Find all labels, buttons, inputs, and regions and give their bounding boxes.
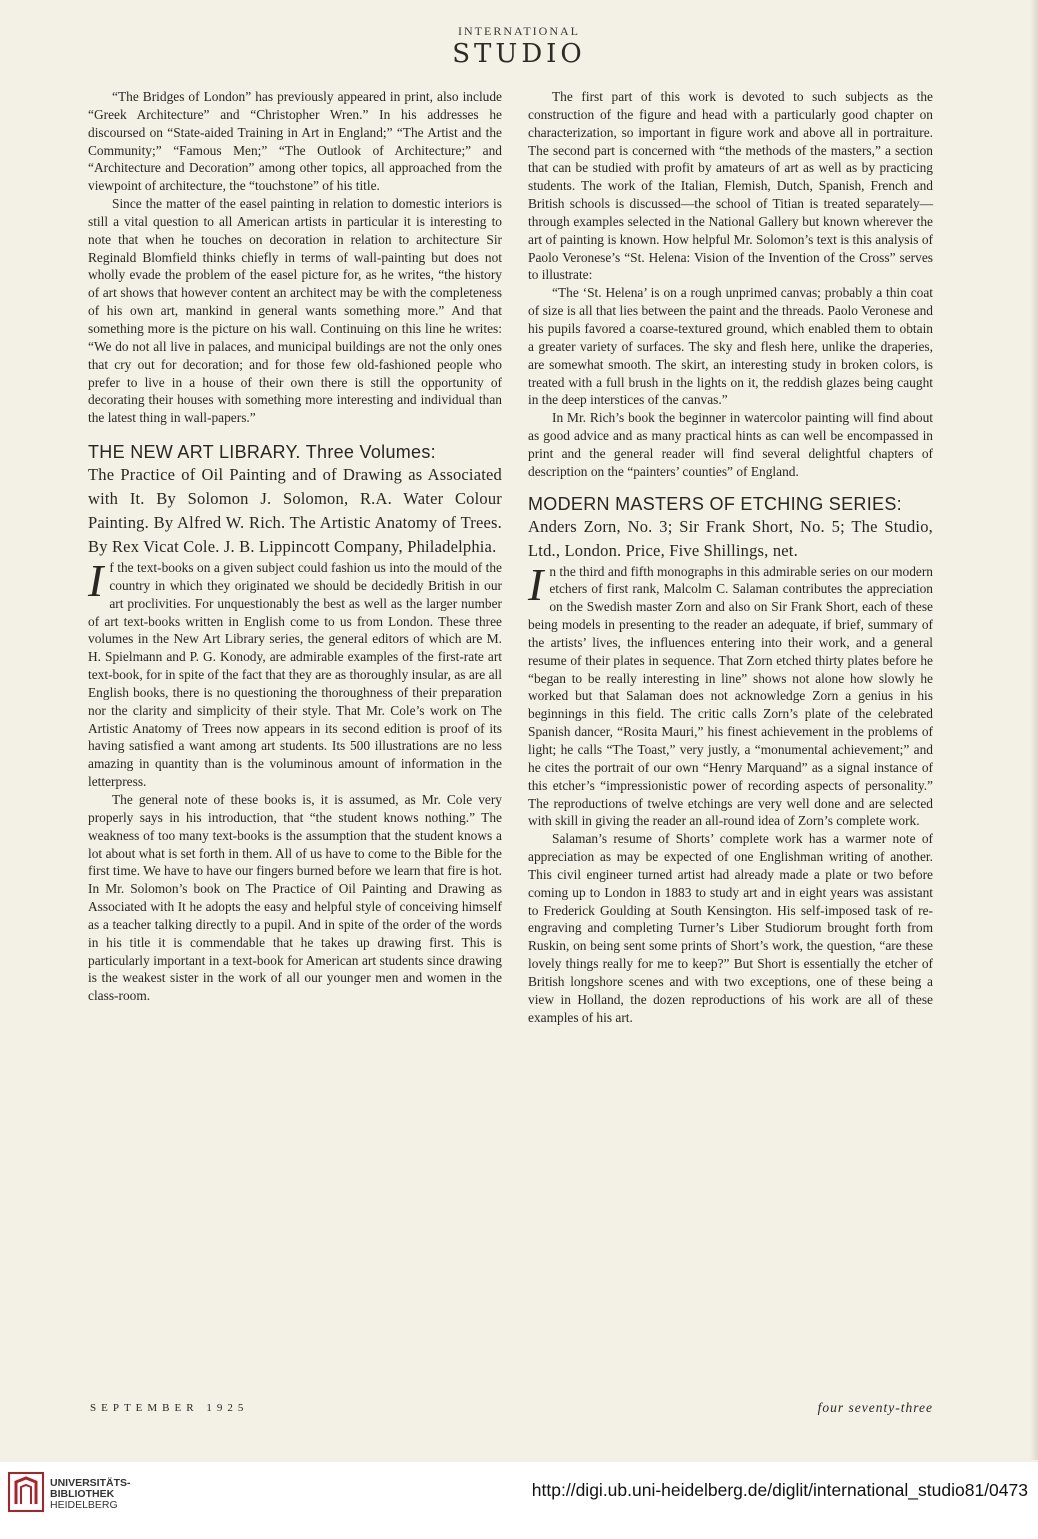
paragraph-text: n the third and fifth monographs in this admirable series on our modern etchers of first rank, Malcolm C. Salaman contributes the appreciation on the Swedish master Zorn and also on Sir Frank Short, each of these being models in presenting to the reader an adequate, if brief, summary of the artists’ lives, the influences entering into their work, and a general resume of their plates in sequence. That Zorn etched thirty plates before he “began to be really interesting in line” shows not alone how slowly he worked but that Salaman does not acknowledge Zorn a genius in his beginnings in this field. The critic calls Zorn’s plate of the celebrated Spanish dancer, “Rosita Mauri,” his finest achievement in the problems of light; he calls “The Toast,” very justly, a “monumental achievement;” and he cites the portrait of our own “Henry Marquand” as a signal instance of this etcher’s “impressionistic power of recording aspects of personality.” The reproductions of twelve etchings are very well done and are selected with skill in giving the reader an all-round idea of Zorn’s complete work. [528, 563, 933, 829]
right-column [528, 88, 933, 1027]
paragraph: Salaman’s resume of Shorts’ complete work has a warmer note of appreciation as may be expected of one Englishman writing of another. This civil engineer turned artist had already made a plate or two before coming up to London in 1883 to study art and in eight years was assistant to Frederick Goulding at South Kensington. His self-imposed task of re-engraving and completing Turner’s Liber Studiorum brought forth from Ruskin, on being sent some prints of Short’s work, the question, “are these lovely things really for me to keep?” But Short is essentially the etcher of British longshore scenes and with two exceptions, one of these being a view in Holland, the dozen reproductions of his work are all of these examples of his art. [528, 831, 933, 1025]
library-name-line: BIBLIOTHEK [50, 1488, 115, 1500]
drop-cap: I [528, 558, 544, 610]
library-name-line: HEIDELBERG [50, 1499, 118, 1511]
library-name-line: UNIVERSITÄTS- [50, 1477, 131, 1489]
library-name [50, 1478, 131, 1511]
review-heading: THE NEW ART LIBRARY. Three Volumes: [88, 442, 436, 463]
review-subheading: Anders Zorn, No. 3; Sir Frank Short, No. 5; The Studio, Ltd., London. Price, Five Shillings, net. [528, 516, 933, 560]
paragraph: In Mr. Rich’s book the beginner in watercolor painting will find about as good advice and as many practical hints as can well be encompassed in print and the general reader will find several delightful chapters of description on the “painters’ counties” of England. [528, 410, 933, 479]
review-subheading: The Practice of Oil Painting and of Drawing as Associated with It. By Solomon J. Solomon, R.A. Water Colour Painting. By Alfred W. Rich. The Artistic Anatomy of Trees. By Rex Vicat Cole. J. B. Lippincott Company, Philadelphia. [88, 465, 502, 557]
masthead-small: INTERNATIONAL [458, 24, 580, 38]
library-bar [0, 1462, 1038, 1539]
paragraph: The first part of this work is devoted to such subjects as the construction of the figure and head with a particularly good chapter on characterization, so important in figure work and above all in portraiture. The second part is concerned with “the methods of the masters,” a section that can be studied with profit by amateurs of art as well as by practicing students. The work of the Italian, Flemish, Dutch, Spanish, French and British schools is discussed—the school of Titian is treated separately—through examples selected in the National Gallery but known wherever the art of painting is known. How helpful Mr. Solomon’s text is this analysis of Paolo Veronese’s “St. Helena: Vision of the Invention of the Cross” serves to illustrate: [528, 89, 933, 283]
masthead [0, 24, 1038, 67]
paragraph-text: f the text-books on a given subject could fashion us into the mould of the country in which they originated we should be decidedly British in our art proclivities. For unquestionably the best as well as the larger number of art text-books written in English come to us from London. These three volumes in the New Art Library series, the general editors of which are M. H. Spielmann and P. G. Konody, are admirable examples of the first-rate art text-book, for in spite of the fact that they are as thoroughly insular, as are all English books, there is no questioning the thoroughness of their preparation nor the clarity and simplicity of their style. That Mr. Cole’s work on The Artistic Anatomy of Trees now appears in its second edition is proof of its having satisfied a want among art students. Its 500 illustrations are no less amazing in quantity than is the voluminous amount of information in the letterpress. [88, 560, 502, 790]
paragraph-dropcap [528, 558, 933, 831]
page-edge [1030, 0, 1038, 1460]
paragraph: “The Bridges of London” has previously appeared in print, also include “Greek Architecture” and “Christopher Wren.” In his addresses he discoursed on “State-aided Training in Art in England;” “The Artist and the Community;” “Famous Men;” “The Outlook of Architecture;” and “Architecture and Decoration” among other topics, all approached from the viewpoint of architecture, the “touchstone” of his title. [88, 89, 502, 194]
university-logo-icon [8, 1472, 44, 1512]
paragraph: Since the matter of the easel painting in relation to domestic interiors is still a vital question to all American artists in particular it is interesting to note that when he touches on decoration in relation to architecture Sir Reginald Blomfield thinks chiefly in terms of wall-painting but does not wholly evade the problem of the easel picture for, as he writes, “the history of art shows that however content an architect may be with the completeness of his own art, mankind in general wants something more.” And that something more is the picture on his wall. Continuing on this line he writes: “We do not all live in palaces, and municipal buildings are not the only ones that cry out for decoration; and for those few old-fashioned people who prefer to live in a house of their own there is still the opportunity of decorating their houses with something more interesting and individual than the latest thing in wall-papers.” [88, 196, 502, 426]
drop-cap: I [88, 555, 104, 607]
footer-date: SEPTEMBER 1925 [90, 1402, 249, 1414]
left-column [88, 88, 502, 1005]
review-heading: MODERN MASTERS OF ETCHING SERIES: [528, 493, 902, 514]
source-url-link[interactable]: http://digi.ub.uni-heidelberg.de/diglit/international_studio81/0473 [531, 1480, 1028, 1500]
paragraph: The general note of these books is, it is assumed, as Mr. Cole very properly says in his introduction, that “the student knows nothing.” The weakness of too many text-books is the assumption that the student knows a lot about what is set forth in them. All of us have to come to the Bible for the first time. We have to have our fingers burned before we learn that fire is hot. In Mr. Solomon’s book on The Practice of Oil Painting and Drawing as Associated with It he adopts the easy and helpful style of conceiving himself as a teacher talking directly to a pupil. And in spite of the order of the words in his title it is commendable that he takes up drawing first. This is particularly important in a text-book for American art students since drawing is the weakest sister in the work of all our younger men and women in the class-room. [88, 792, 503, 1004]
paragraph: “The ‘St. Helena’ is on a rough unprimed canvas; probably a thin coat of size is all that lies between the paint and the threads. Paolo Veronese and his pupils favored a coarse-textured ground, which enabled them to obtain a greater variety of surfaces. The sky and flesh here, unlike the draperies, are somewhat smooth. The skirt, an interesting study in broken colors, is treated with a full brush in the lights on it, the reddish glazes being caught in the deep interstices of the canvas.” [528, 285, 933, 408]
paragraph-dropcap [88, 555, 502, 791]
footer-page-number: four seventy-three [817, 1400, 933, 1415]
masthead-title: STUDIO [452, 39, 586, 69]
